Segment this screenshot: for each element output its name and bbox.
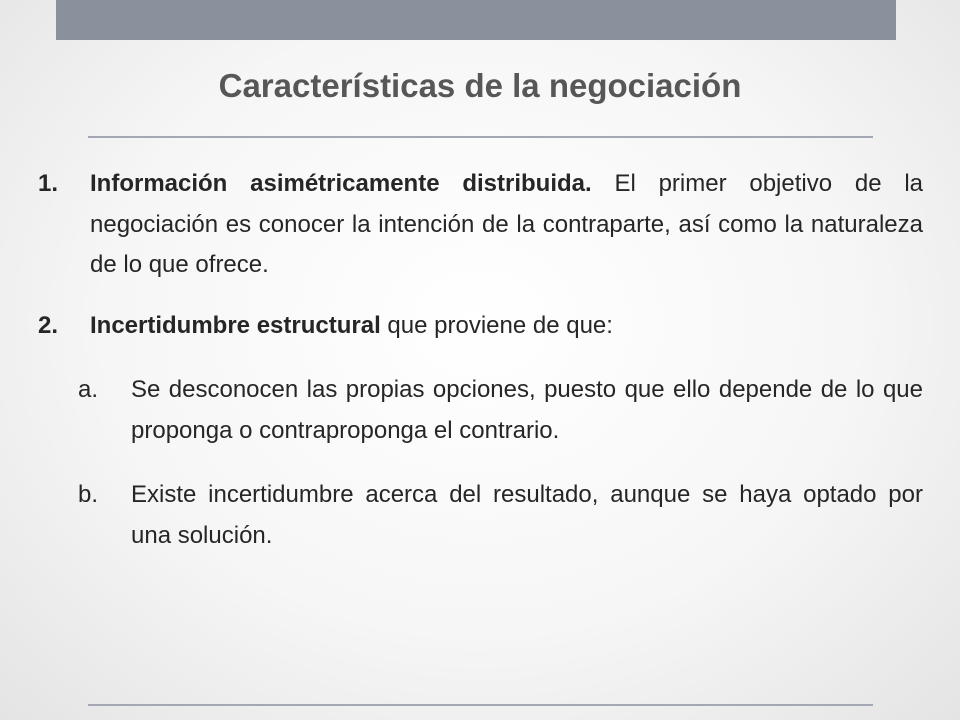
sub-list-letter: a. [78,376,99,403]
slide-body [38,164,923,556]
sub-list-item [38,370,923,451]
list-item-description: que proviene de que: [380,311,613,339]
sub-list-item [38,475,923,556]
header-bar [56,0,896,40]
sub-list-letter: b. [78,481,99,508]
list-item-heading: Información asimétricamente distribuida. [90,170,592,197]
sub-list-item-text: Se desconocen las propias opciones, puesto que ello depende de lo que proponga o contraproponga el contrario. [131,376,923,444]
list-item [38,164,923,286]
title-divider [88,136,873,138]
list-item-description: El primer objetivo de la negociación es conocer la intención de la contraparte, así como la naturaleza de lo que ofrece. [90,170,923,278]
list-item-text [90,306,923,347]
list-number: 1. [38,170,59,197]
list-item [38,306,923,347]
slide-title: Características de la negociación [218,67,742,104]
list-item-heading: Incertidumbre estructural [90,311,381,339]
list-number: 2. [38,311,59,339]
list-item-text [90,164,923,286]
sub-list-item-text: Existe incertidumbre acerca del resultado, aunque se haya optado por una solución. [131,481,923,549]
footer-divider [88,704,873,706]
